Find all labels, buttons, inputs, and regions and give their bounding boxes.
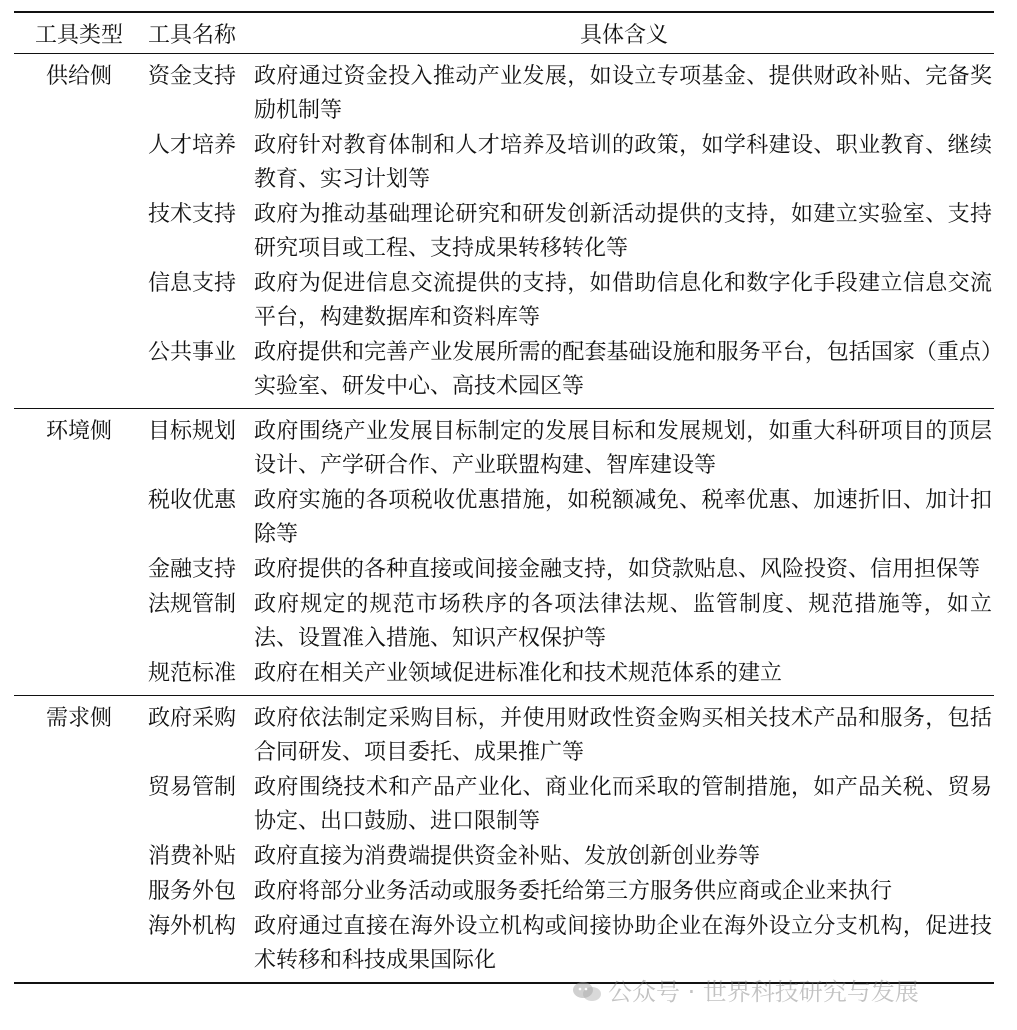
tool-description-cell: 政府依法制定采购目标，并使用财政性资金购买相关技术产品和服务，包括合同研发、项目委托、成果推广等 — [254, 706, 992, 765]
tool-name-cell: 信息支持 — [148, 271, 237, 296]
table-row — [14, 336, 994, 409]
table-row — [14, 875, 994, 910]
policy-tools-table-container — [14, 11, 994, 984]
tool-type-cell — [14, 771, 144, 840]
header-tool-type: 工具类型 — [34, 22, 123, 48]
header-description: 具体含义 — [579, 22, 668, 48]
table-row — [14, 553, 994, 588]
tool-name-cell: 规范标准 — [148, 661, 237, 686]
tool-type-cell: 供给侧 — [45, 64, 112, 89]
tool-type-cell — [14, 484, 144, 553]
tool-description-cell: 政府针对教育体制和人才培养及培训的政策，如学科建设、职业教育、继续教育、实习计划等 — [254, 133, 992, 192]
tool-name-cell: 税收优惠 — [148, 488, 237, 513]
table-row — [14, 696, 994, 772]
tool-description-cell: 政府为推动基础理论研究和研发创新活动提供的支持，如建立实验室、支持研究项目或工程、支持成果转移转化等 — [254, 202, 992, 261]
table-row — [14, 409, 994, 485]
tool-type-cell: 环境侧 — [45, 419, 112, 444]
tool-type-cell — [14, 129, 144, 198]
tool-description-cell: 政府提供的各种直接或间接金融支持，如贷款贴息、风险投资、信用担保等 — [254, 557, 981, 582]
tool-name-cell: 资金支持 — [148, 64, 237, 89]
tool-description-cell: 政府为促进信息交流提供的支持，如借助信息化和数字化手段建立信息交流平台，构建数据库和资料库等 — [254, 271, 992, 330]
tool-description-cell: 政府通过直接在海外设立机构或间接协助企业在海外设立分支机构，促进技术转移和科技成果国际化 — [254, 914, 992, 973]
tool-group — [14, 696, 994, 984]
tool-description-cell: 政府提供和完善产业发展所需的配套基础设施和服务平台，包括国家（重点）实验室、研发中心、高技术园区等 — [254, 340, 992, 399]
watermark — [572, 972, 919, 1007]
tool-type-cell: 需求侧 — [45, 706, 112, 731]
tool-name-cell: 金融支持 — [148, 557, 237, 582]
tool-name-cell: 人才培养 — [148, 133, 237, 158]
tool-name-cell: 海外机构 — [148, 914, 237, 939]
table-row — [14, 54, 994, 130]
wechat-icon — [572, 981, 602, 1003]
tool-type-cell — [14, 840, 144, 875]
header-tool-name: 工具名称 — [148, 22, 237, 48]
table-row — [14, 588, 994, 657]
tool-description-cell: 政府直接为消费端提供资金补贴、发放创新创业券等 — [254, 844, 761, 869]
watermark-text: 公众号 · 世界科技研究与发展 — [608, 978, 919, 1006]
table-row — [14, 267, 994, 336]
tool-type-cell — [14, 336, 144, 409]
tool-description-cell: 政府围绕技术和产品产业化、商业化而采取的管制措施，如产品关税、贸易协定、出口鼓励、进口限制等 — [254, 775, 992, 834]
tool-type-cell — [14, 875, 144, 910]
tool-type-cell — [14, 267, 144, 336]
tool-name-cell: 贸易管制 — [148, 775, 237, 800]
tool-description-cell: 政府在相关产业领域促进标准化和技术规范体系的建立 — [254, 661, 783, 686]
table-header — [14, 12, 994, 54]
tool-name-cell: 技术支持 — [148, 202, 237, 227]
tool-name-cell: 法规管制 — [148, 592, 237, 617]
tool-description-cell: 政府通过资金投入推动产业发展，如设立专项基金、提供财政补贴、完备奖励机制等 — [254, 64, 992, 123]
tool-type-cell — [14, 553, 144, 588]
tool-description-cell: 政府实施的各项税收优惠措施，如税额减免、税率优惠、加速折旧、加计扣除等 — [254, 488, 992, 547]
table-row — [14, 129, 994, 198]
tool-type-cell — [14, 198, 144, 267]
table-row — [14, 484, 994, 553]
tool-group — [14, 54, 994, 409]
tool-name-cell: 目标规划 — [148, 419, 237, 444]
table-row — [14, 840, 994, 875]
table-row — [14, 771, 994, 840]
table-row — [14, 657, 994, 696]
tool-description-cell: 政府将部分业务活动或服务委托给第三方服务供应商或企业来执行 — [254, 879, 893, 904]
tool-name-cell: 公共事业 — [148, 340, 237, 365]
table-row — [14, 198, 994, 267]
tool-name-cell: 政府采购 — [148, 706, 237, 731]
header-row — [14, 12, 994, 54]
tool-name-cell: 服务外包 — [148, 879, 237, 904]
tool-type-cell — [14, 910, 144, 983]
tool-name-cell: 消费补贴 — [148, 844, 237, 869]
tool-description-cell: 政府规定的规范市场秩序的各项法律法规、监管制度、规范措施等，如立法、设置准入措施、知识产权保护等 — [254, 592, 992, 651]
tool-type-cell — [14, 657, 144, 696]
tool-type-cell — [14, 588, 144, 657]
tool-group — [14, 409, 994, 696]
policy-tools-table — [14, 11, 994, 984]
tool-description-cell: 政府围绕产业发展目标制定的发展目标和发展规划，如重大科研项目的顶层设计、产学研合作、产业联盟构建、智库建设等 — [254, 419, 992, 478]
